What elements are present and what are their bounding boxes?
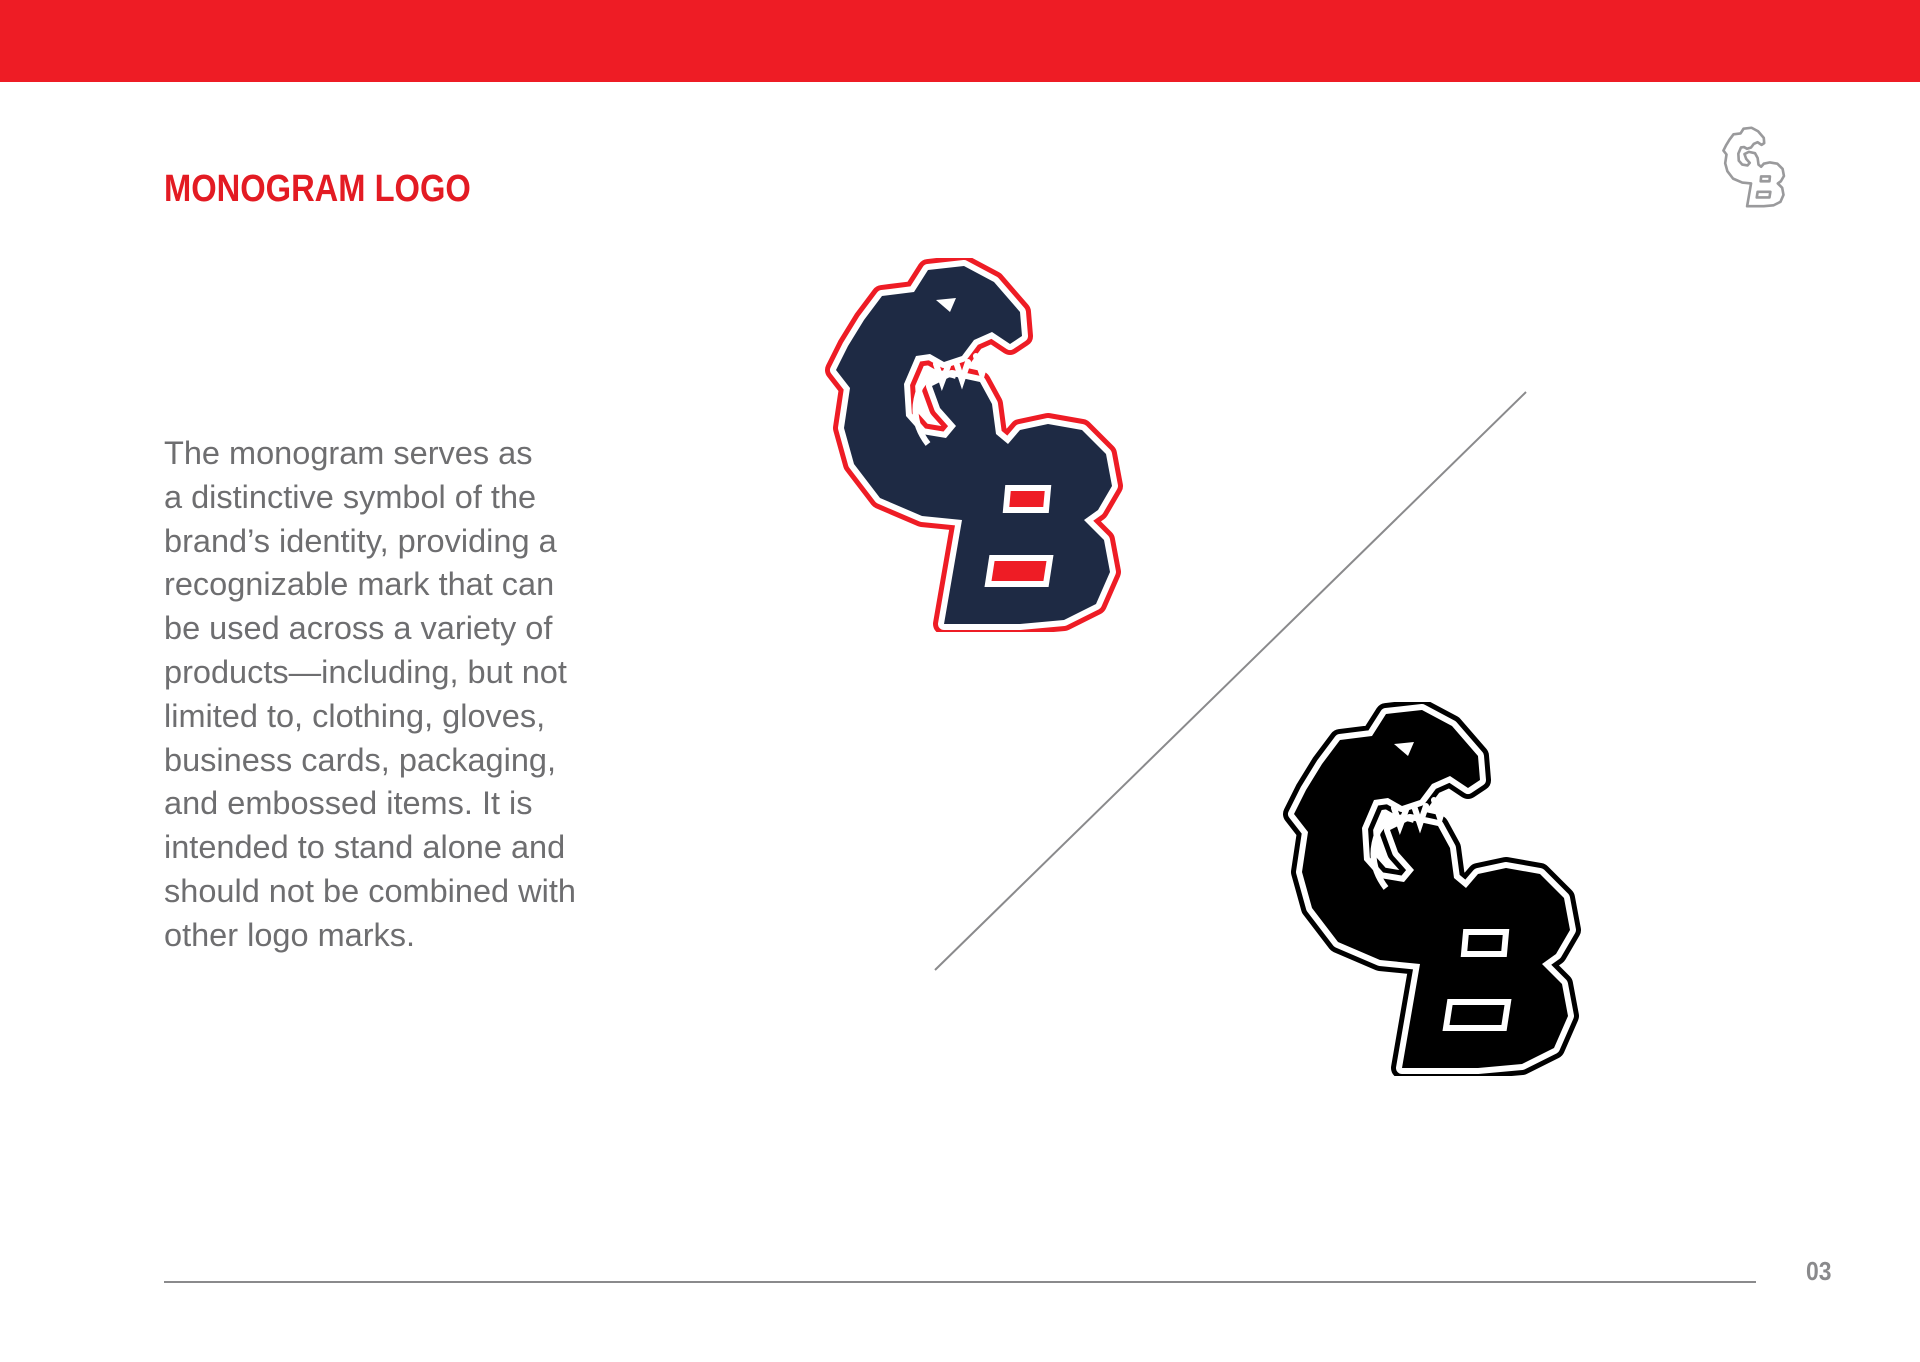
description-line: products—including, but not xyxy=(164,653,567,690)
footer-divider xyxy=(164,1281,1756,1283)
description-line: recognizable mark that can xyxy=(164,566,555,603)
description-line: and embossed items. It is xyxy=(164,785,533,822)
description-line: business cards, packaging, xyxy=(164,741,557,778)
description-line: a distinctive symbol of the xyxy=(164,478,537,515)
description-line: The monogram serves as xyxy=(164,435,533,471)
gb-monogram-color-icon xyxy=(824,258,1136,632)
description-line: brand’s identity, providing a xyxy=(164,522,557,559)
description-line: other logo marks. xyxy=(164,916,416,953)
description-line: intended to stand alone and xyxy=(164,829,566,866)
description-line: be used across a variety of xyxy=(164,610,553,647)
page-number: 03 xyxy=(1806,1256,1832,1286)
page-title: MONOGRAM LOGO xyxy=(164,168,471,210)
description-line: should not be combined with xyxy=(164,872,576,909)
description-line: limited to, clothing, gloves, xyxy=(164,697,546,734)
gb-monogram-black-icon xyxy=(1282,702,1594,1076)
